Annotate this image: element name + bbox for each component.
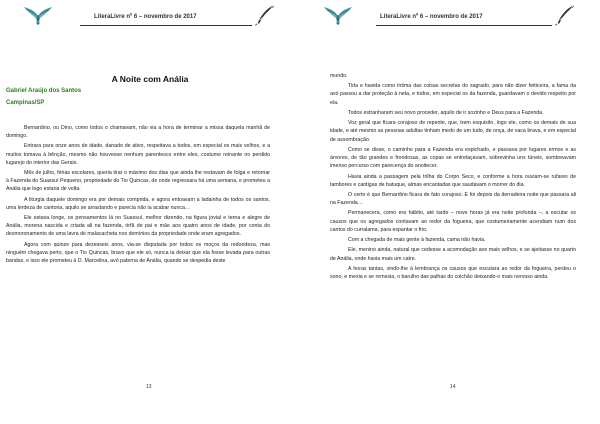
paragraph: A horas tantas, vindo-lhe à lembrança os causos que escutara ao redor da fogueira, perdeu o sono, e mexia e se remexia, o barulho das palhas do colchão deixando-o mais nervoso ainda. bbox=[330, 265, 576, 281]
bird-logo-icon bbox=[323, 4, 353, 26]
page-number: 14 bbox=[450, 384, 456, 390]
quill-pen-icon bbox=[254, 4, 276, 26]
paragraph: Ele estava longe, os pensamentos lá no Suassuí, melhor dizendo, na figura jovial e terna e alegre de Anália, morena nascida e criada ali na fazenda, órfã de pai e mãe aos quatro anos de idade, por conta do desmoronamento de uma lavra de malacacheta nos domínios da propriedade onde eram agregados. bbox=[6, 215, 270, 238]
page-number: 13 bbox=[146, 384, 152, 390]
story-title: A Noite com Anália bbox=[111, 74, 189, 84]
paragraph: O certo é que Bernardino ficara de fato corajoso. E foi depois da derradeira noite que passara ali na Fazenda… bbox=[330, 192, 576, 207]
header-rule bbox=[80, 25, 252, 26]
bird-logo-icon bbox=[23, 4, 53, 26]
paragraph: Mês de julho, férias escolares, queria tirar o máximo dos dias que ainda lhe restavam de folga e retornar à Fazenda do Suassuí Pequeno, propriedade do Tio Quincas, de onde regressara há uma semana, e prometeu a Anália que logo estaria de volta. bbox=[6, 170, 270, 193]
header-title: LiteraLivre nº 6 – novembro de 2017 bbox=[94, 14, 197, 20]
paragraph: Todos estranharam seu novo proceder, aquilo de ir sozinho e Deus para a Fazenda. bbox=[348, 109, 544, 116]
right-page bbox=[300, 0, 600, 424]
quill-pen-icon bbox=[554, 4, 576, 26]
paragraph: Bernardino, ou Dino, como todos o chamavam, não via a hora de terminar a missa daquela manhã de domingo. bbox=[6, 125, 270, 140]
paragraph: mundo. bbox=[330, 73, 348, 79]
header-title: LiteraLivre nº 6 – novembro de 2017 bbox=[380, 14, 483, 20]
paragraph: Como se disse, o caminho para a Fazenda era espichado, e passava por lugares ermos e as árvores, de tão grandes e frondosas, as copas se entrelaçavam, sobrevinha uns túneis, sombreavam imenso percurso com parecença do anoitecer. bbox=[330, 146, 576, 170]
paragraph: Entrara para onze anos de idade, danado de ativo, respeitava a todos, em especial os mais velhos, e a muitos tomava à bênção, mesmo não houvesse nenhum parentesco entre eles, costume reinante no perdido lugarejo do interior das Gerais. bbox=[6, 143, 270, 166]
author-city: Campinas/SP bbox=[6, 100, 45, 106]
paragraph: Com a chegada de mais gente à fazenda, cama não havia. bbox=[348, 237, 486, 244]
header-rule bbox=[376, 25, 552, 26]
paragraph: Havia ainda a passagem pela trilha do Corpo Seco, e conforme a hora ouviam-se rufares de tambores e cantigas de batuque, almas encantadas que saudavam o morrer do dia. bbox=[330, 173, 576, 188]
paragraph: Voz geral que ficara corajoso de repente, que, trem esquisito, logo ele, como os demais de sua idade, e até mesmo as pessoas adultas tinham medo de um tudo, de onça, de vaca brava, e em especial de assombração. bbox=[330, 120, 576, 143]
body-text bbox=[330, 72, 576, 283]
paragraph: Agora com quinze para dezesseis anos, via-se disputada por todos os moços da redondeza, mas ninguém chegava perto, que o Tio Quincas, bravo que ele só, nunca ia deixar que ela fosse levada para outras bandas, e isso ele prometeu à D. Marcelina, avó paterna de Anália, quando se despedia deste bbox=[6, 241, 270, 264]
paragraph: Ele, menino ainda, natural que cedesse a acomodação aos mais velhos, e se ajeitasse no quarto de Anália, onde havia mais um catre. bbox=[330, 247, 576, 262]
paragraph: A liturgia daquele domingo era por demais comprida, e agora entoavam a ladainha de todos os santos, uma lerdeza de cantoria, aquilo se arrastando e parecia não ia acabar nunca… bbox=[6, 196, 270, 211]
paragraph: Permanecera, como era hábito, até tarde – nove horas já era noite profunda –, a escutar os causos que os agregados contavam ao redor da fogueira, que costumeiramente acendiam num dos cantos do curralama, para espantar o frio. bbox=[330, 210, 576, 233]
body-text bbox=[6, 124, 270, 267]
paragraph: Tida e havida como íntima das coisas secretas do sagrado, para não dizer feiticeira, a fama da avó passou a dar proteção à neta, e todos, em especial os da fazenda, guardavam o devido respeito por ela. bbox=[330, 83, 576, 106]
author-name: Gabriel Araújo dos Santos bbox=[6, 88, 82, 94]
